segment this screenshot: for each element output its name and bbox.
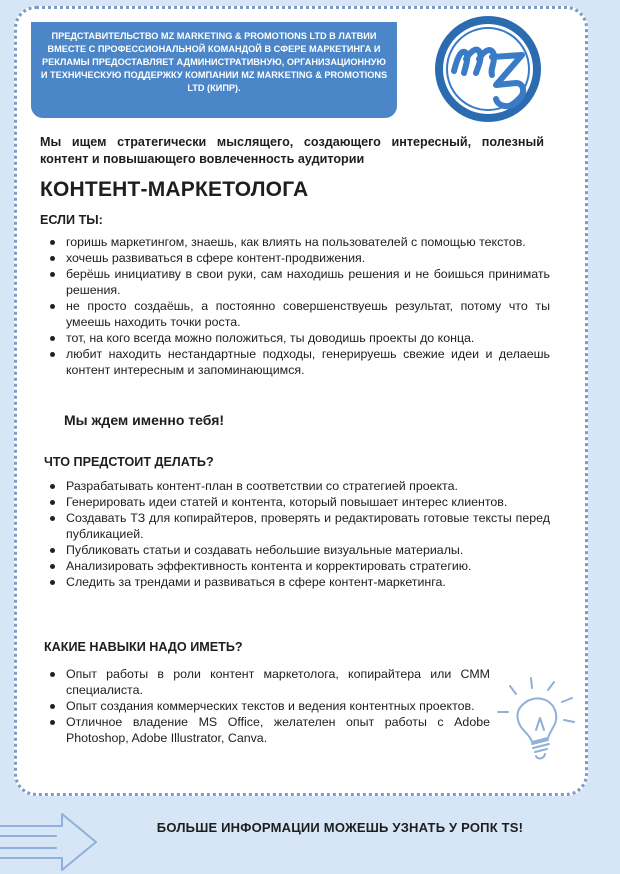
list-item: Создавать ТЗ для копирайтеров, проверять и редактировать готовые тексты перед публикацией. (40, 510, 550, 542)
section-heading-skills: КАКИЕ НАВЫКИ НАДО ИМЕТЬ? (44, 640, 243, 654)
list-item: Опыт работы в роли контент маркетолога, копирайтера или СММ специалиста. (40, 666, 490, 698)
list-item: горишь маркетингом, знаешь, как влиять на пользователей с помощью текстов. (40, 234, 550, 250)
list-if-you (40, 234, 550, 378)
list-tasks (40, 478, 550, 590)
lightbulb-icon (486, 668, 582, 768)
list-item: берёшь инициативу в свои руки, сам находишь решения и не боишься принимать решения. (40, 266, 550, 298)
list-item: Генерировать идеи статей и контента, который повышает интерес клиентов. (40, 494, 550, 510)
list-item: тот, на кого всегда можно положиться, ты доводишь проекты до конца. (40, 330, 550, 346)
callout-text: Мы ждем именно тебя! (64, 412, 225, 428)
section-heading-tasks: ЧТО ПРЕДСТОИТ ДЕЛАТЬ? (44, 455, 214, 469)
list-item: Анализировать эффективность контента и корректировать стратегию. (40, 558, 550, 574)
paper-arrow-icon (0, 812, 100, 874)
list-item: не просто создаёшь, а постоянно совершенствуешь результат, потому что ты умеешь находить точки роста. (40, 298, 550, 330)
list-item: Следить за трендами и развиваться в сфере контент-маркетинга. (40, 574, 550, 590)
mz-logo-icon (432, 13, 544, 125)
section-heading-if-you: ЕСЛИ ТЫ: (40, 213, 103, 227)
page-title: КОНТЕНТ-МАРКЕТОЛОГА (40, 178, 309, 201)
list-item: Опыт создания коммерческих текстов и ведения контентных проектов. (40, 698, 490, 714)
list-skills (40, 666, 490, 746)
footer-info: БОЛЬШЕ ИНФОРМАЦИИ МОЖЕШЬ УЗНАТЬ У РОПК TS! (156, 820, 524, 835)
list-item: Отличное владение MS Office, желателен опыт работы с Adobe Photoshop, Adobe Illustrator, Canva. (40, 714, 490, 746)
list-item: Публиковать статьи и создавать небольшие визуальные материалы. (40, 542, 550, 558)
company-banner: ПРЕДСТАВИТЕЛЬСТВО MZ MARKETING & PROMOTIONS LTD В ЛАТВИИ ВМЕСТЕ С ПРОФЕССИОНАЛЬНОЙ КОМАНДОЙ В СФЕРЕ МАРКЕТИНГА И РЕКЛАМЫ ПРЕДОСТАВЛЯЕТ АДМИНИСТРАТИВНУЮ, ОРГАНИЗАЦИОННУЮ И ТЕХНИЧЕСКУЮ ПОДДЕРЖКУ КОМПАНИИ MZ MARKETING & PROMOTIONS LTD (КИПР). (31, 22, 397, 118)
list-item: Разрабатывать контент-план в соответствии со стратегией проекта. (40, 478, 550, 494)
list-item: хочешь развиваться в сфере контент-продвижения. (40, 250, 550, 266)
intro-text: Мы ищем стратегически мыслящего, создающего интересный, полезный контент и повышающего вовлеченность аудитории (40, 135, 544, 166)
list-item: любит находить нестандартные подходы, генерируешь свежие идеи и делаешь контент интересным и запоминающимся. (40, 346, 550, 378)
